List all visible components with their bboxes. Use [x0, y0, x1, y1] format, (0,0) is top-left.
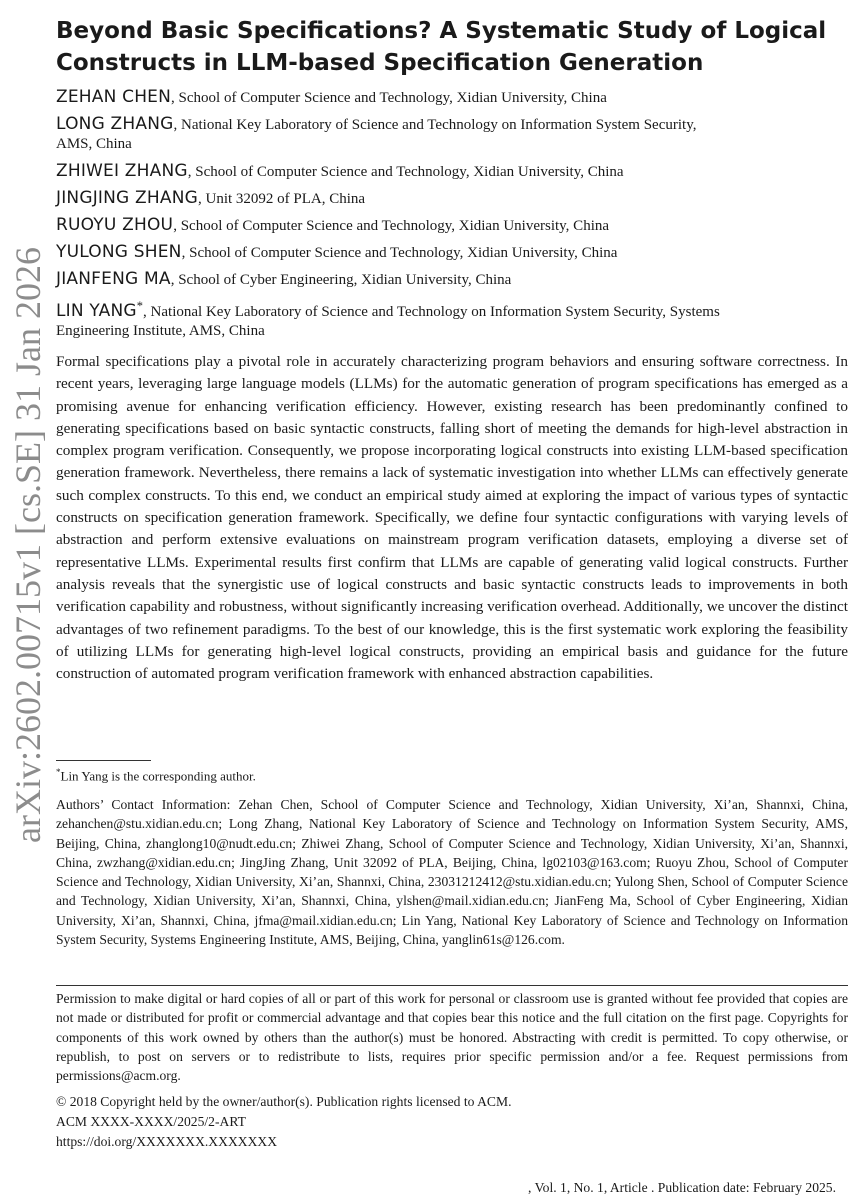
footnote-text: Lin Yang is the corresponding author. — [60, 768, 256, 784]
author-name: ZHIWEI ZHANG — [56, 161, 188, 181]
acm-code-line: ACM XXXX-XXXX/2025/2-ART — [56, 1114, 246, 1129]
publication-metadata — [56, 1092, 511, 1152]
author-affiliation: , School of Computer Science and Technology, Xidian University, China — [187, 164, 624, 180]
author-affiliation: , School of Cyber Engineering, Xidian University, China — [170, 272, 512, 288]
permission-notice: Permission to make digital or hard copies of all or part of this work for personal or classroom use is granted without fee provided that copies are not made or distributed for profit or commercial advantage and that copies bear this notice and the full citation on the first page. Copyrights for components of this work owned by others than the author(s) must be honored. Abstracting with credit is permitted. To copy otherwise, or republish, to post on servers or to redistribute to lists, requires prior specific permission and/or a fee. Request permissions from permissions@acm.org. — [56, 991, 848, 1084]
author-affiliation: , School of Computer Science and Technology, Xidian University, China — [181, 245, 618, 261]
author-entry — [56, 266, 848, 293]
footnote-divider — [56, 760, 151, 761]
author-name: ZEHAN CHEN — [56, 87, 172, 107]
author-affiliation: , Unit 32092 of PLA, China — [198, 191, 366, 207]
corresponding-author-mark: * — [136, 299, 144, 313]
author-affiliation-continued: AMS, China — [56, 136, 132, 152]
author-name: JINGJING ZHANG — [56, 188, 198, 208]
corresponding-author-footnote — [56, 763, 256, 785]
doi-link[interactable]: https://doi.org/XXXXXXX.XXXXXXX — [56, 1134, 278, 1149]
author-affiliation: , National Key Laboratory of Science and Technology on Information System Security, — [173, 117, 697, 133]
author-entry — [56, 185, 848, 212]
author-entry — [56, 84, 848, 111]
abstract: Formal specifications play a pivotal role in accurately characterizing program behaviors and ensuring software correctness. In recent years, leveraging large language models (LLMs) for the automatic generation of program specifications has emerged as a promising avenue for enhancing verification efficiency. However, existing research has been predominantly confined to generating specifications based on basic syntactic constructs, falling short of meeting the demands for high-level abstraction in complex program verification. Consequently, we propose incorporating logical constructs into existing LLM-based specification generation framework. Nevertheless, there remains a lack of systematic investigation into whether LLMs can effectively generate such complex constructs. To this end, we conduct an empirical study aimed at exploring the impact of various types of syntactic constructs on specification generation framework. Specifically, we define four syntactic configurations with varying levels of abstraction and perform extensive evaluations on mainstream program verification datasets, employing a diverse set of representative LLMs. Experimental results first confirm that LLMs are capable of generating valid logical constructs. Further analysis reveals that the synergistic use of logical constructs and basic syntactic constructs leads to improvements in both verification capability and robustness, without significantly increasing verification overhead. Additionally, we uncover the distinct advantages of two refinement paradigms. To the best of our knowledge, this is the first systematic work exploring the feasibility of utilizing LLMs for generating high-level logical constructs, providing an empirical basis and guidance for the future construction of automated program verification framework with enhanced abstraction capabilities. — [56, 353, 848, 683]
copyright-line: © 2018 Copyright held by the owner/author(s). Publication rights licensed to ACM. — [56, 1094, 512, 1109]
footnote-mark: * — [56, 767, 61, 777]
author-affiliation: , School of Computer Science and Technology, Xidian University, China — [173, 218, 610, 234]
author-name: LONG ZHANG — [56, 114, 174, 134]
permission-divider — [56, 985, 848, 986]
author-entry — [56, 293, 848, 341]
author-entry — [56, 111, 848, 154]
running-footer: , Vol. 1, No. 1, Article . Publication date: February 2025. — [528, 1180, 836, 1195]
author-name: YULONG SHEN — [56, 242, 182, 262]
paper-title: Beyond Basic Specifications? A Systematic Study of Logical Constructs in LLM-based Specification Generation — [56, 18, 827, 77]
author-affiliation: , School of Computer Science and Technology, Xidian University, China — [171, 90, 607, 106]
authors-contact-information: Authors’ Contact Information: Zehan Chen, School of Computer Science and Technology, Xidian University, Xi’an, Shannxi, China, zehanchen@stu.xidian.edu.cn; Long Zhang, National Key Laboratory of Science and Technology on Information System Security, AMS, Beijing, China, zhanglong10@nudt.edu.cn; Zhiwei Zhang, School of Computer Science and Technology, Xidian University, Xi’an, Shannxi, China, zwzhang@xidian.edu.cn; JingJing Zhang, Unit 32092 of PLA, Beijing, China, lg02103@163.com; Ruoyu Zhou, School of Computer Science and Technology, Xidian University, Xi’an, Shannxi, China, 23031212412@stu.xidian.edu.cn; Yulong Shen, School of Computer Science and Technology, Xidian University, Xi’an, Shannxi, China, ylshen@mail.xidian.edu.cn; JianFeng Ma, School of Cyber Engineering, Xidian University, Xi’an, Shannxi, China, jfma@mail.xidian.edu.cn; Lin Yang, National Key Laboratory of Science and Technology on Information System Security, Systems Engineering Institute, AMS, Beijing, China, yanglin61s@126.com. — [56, 797, 848, 948]
author-affiliation: , National Key Laboratory of Science and Technology on Information System Security, Systems — [143, 304, 720, 320]
author-entry — [56, 158, 848, 185]
arxiv-identifier-stamp — [2, 205, 54, 885]
author-name: LIN YANG — [56, 301, 137, 321]
arxiv-identifier-text: arXiv:2602.00715v1 [cs.SE] 31 Jan 2026 — [8, 247, 48, 843]
author-list — [56, 84, 848, 345]
author-affiliation-continued: Engineering Institute, AMS, China — [56, 323, 265, 339]
author-name: JIANFENG MA — [56, 269, 171, 289]
author-entry — [56, 212, 848, 239]
author-entry — [56, 239, 848, 266]
author-name: RUOYU ZHOU — [56, 215, 174, 235]
